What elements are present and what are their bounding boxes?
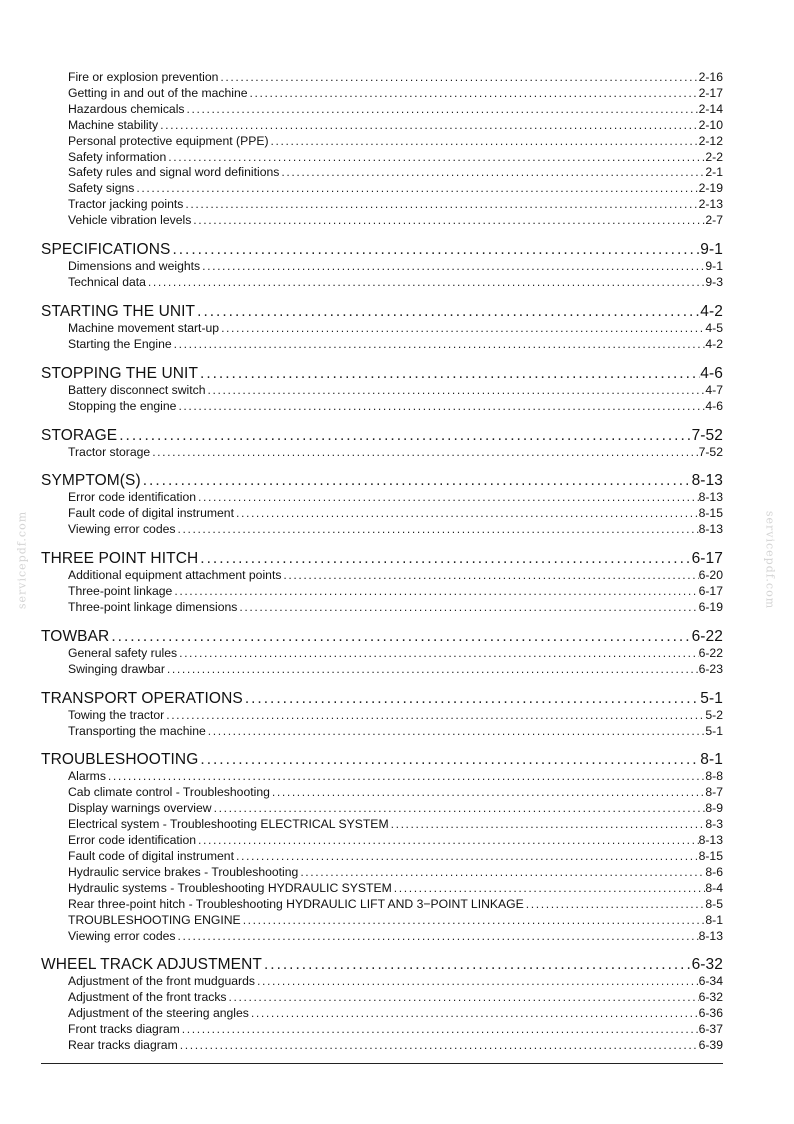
section-heading[interactable] (41, 751, 723, 769)
index-section (41, 550, 723, 616)
dot-leader (172, 584, 698, 600)
entry-page-ref: 2-16 (698, 70, 723, 84)
entry-page-ref: 8-7 (705, 785, 723, 800)
entry-label: Alarms (68, 769, 106, 784)
dot-leader (185, 102, 699, 118)
entry-page-ref: 6-20 (698, 568, 723, 583)
entry-label: Viewing error codes (68, 522, 176, 537)
entry-page-ref: 2-13 (698, 197, 723, 212)
dot-leader (109, 628, 691, 646)
dot-leader (219, 321, 705, 337)
entry-page-ref: 8-6 (705, 864, 723, 879)
entry-page-ref: 6-36 (698, 1006, 723, 1021)
entry-page-ref: 6-32 (698, 990, 723, 1005)
entry-page-ref: 2-12 (698, 133, 723, 148)
dot-leader (198, 550, 691, 568)
entry-page-ref: 8-13 (698, 833, 723, 848)
entry-page-ref: 8-13 (698, 522, 723, 537)
dot-leader (270, 785, 706, 801)
index-entry[interactable] (68, 817, 723, 833)
dot-leader (183, 197, 698, 213)
entry-page-ref: 7-52 (698, 444, 723, 459)
section-page-ref: 7-52 (691, 426, 723, 444)
entry-label: Electrical system - Troubleshooting ELECTRICAL SYSTEM (68, 817, 389, 832)
entry-label: Fire or explosion prevention (68, 70, 219, 84)
dot-leader (524, 897, 706, 913)
entry-page-ref: 8-8 (705, 769, 723, 784)
index-entry[interactable] (68, 990, 723, 1006)
entry-label: Battery disconnect switch (68, 382, 206, 397)
section-heading[interactable] (41, 303, 723, 321)
entry-label: Starting the Engine (68, 336, 172, 351)
index-entry[interactable] (68, 197, 723, 213)
entry-label: Fault code of digital instrument (68, 506, 234, 521)
entry-page-ref: 8-5 (705, 896, 723, 911)
index-entry[interactable] (68, 490, 723, 506)
section-title: STOPPING THE UNIT (41, 364, 199, 382)
dot-leader (269, 134, 699, 150)
entry-page-ref: 9-3 (705, 274, 723, 289)
dot-leader (165, 662, 699, 678)
entry-page-ref: 8-1 (705, 912, 723, 927)
index-entry[interactable] (68, 259, 723, 275)
index-entry[interactable] (68, 522, 723, 538)
dot-leader (389, 817, 706, 833)
index-entry[interactable] (68, 445, 723, 461)
section-page-ref: 4-6 (700, 364, 723, 382)
entry-page-ref: 6-17 (698, 584, 723, 599)
entry-page-ref: 8-13 (698, 490, 723, 505)
entry-page-ref: 8-15 (698, 849, 723, 863)
entry-label: Rear tracks diagram (68, 1038, 178, 1053)
dot-leader (141, 472, 692, 490)
entry-label: Personal protective equipment (PPE) (68, 133, 269, 148)
dot-leader (279, 165, 705, 181)
index-entry[interactable] (68, 150, 723, 166)
dot-leader (170, 241, 700, 259)
dot-leader (248, 86, 699, 102)
dot-leader (196, 490, 699, 506)
section-page-ref: 8-13 (691, 472, 723, 490)
dot-leader (176, 929, 699, 945)
dot-leader (298, 865, 705, 881)
entry-page-ref: 8-4 (705, 880, 723, 895)
dot-leader (150, 445, 698, 461)
index-section (41, 751, 723, 944)
entry-label: Hydraulic systems - Troubleshooting HYDRAULIC SYSTEM (68, 880, 392, 895)
entry-page-ref: 4-7 (705, 382, 723, 397)
entry-label: General safety rules (68, 645, 178, 660)
entry-page-ref: 2-19 (698, 181, 723, 196)
entry-page-ref: 2-2 (705, 149, 723, 164)
index-entry[interactable] (68, 213, 723, 229)
section-title: TRANSPORT OPERATIONS (41, 689, 243, 707)
entry-page-ref: 9-1 (705, 259, 723, 274)
dot-leader (198, 365, 700, 383)
entry-label: Display warnings overview (68, 801, 212, 816)
entry-page-ref: 8-13 (698, 928, 723, 943)
dot-leader (180, 1022, 699, 1038)
index-entry[interactable] (68, 118, 723, 134)
section-page-ref: 6-17 (691, 550, 723, 568)
dot-leader (176, 522, 699, 538)
entry-label: Vehicle vibration levels (68, 213, 192, 228)
section-title: THREE POINT HITCH (41, 550, 199, 568)
index-entry[interactable] (68, 801, 723, 817)
index-entry[interactable] (68, 708, 723, 724)
index-entry[interactable] (68, 181, 723, 197)
dot-leader (234, 849, 699, 865)
entry-label: Front tracks diagram (68, 1022, 180, 1037)
index-entry[interactable] (68, 913, 723, 929)
entry-page-ref: 6-34 (698, 974, 723, 989)
index-entry[interactable] (68, 584, 723, 600)
entry-page-ref: 4-2 (705, 336, 723, 351)
entry-page-ref: 5-2 (705, 707, 723, 722)
entry-label: Three-point linkage (68, 584, 173, 599)
entry-label: Machine stability (68, 117, 159, 132)
index-entry[interactable] (68, 1022, 723, 1038)
index-section (41, 241, 723, 291)
entry-label: Machine movement start-up (68, 320, 220, 335)
index-entry[interactable] (68, 881, 723, 897)
entry-label: Safety information (68, 149, 167, 164)
index-entry[interactable] (68, 506, 723, 522)
section-title: TROUBLESHOOTING (41, 751, 199, 769)
entry-label: Hydraulic service brakes - Troubleshooting (68, 864, 299, 879)
section-heading[interactable] (41, 956, 723, 974)
index-entry[interactable] (68, 849, 723, 865)
entry-label: Viewing error codes (68, 928, 176, 943)
section-page-ref: 9-1 (700, 241, 723, 259)
index-section (41, 956, 723, 1054)
watermark-left: servicepdf.com (15, 510, 29, 610)
entry-page-ref: 8-3 (705, 817, 723, 832)
index-section (41, 628, 723, 678)
index-page (41, 70, 723, 1054)
dot-leader (191, 213, 705, 229)
dot-leader (241, 913, 706, 929)
index-entry[interactable] (68, 383, 723, 399)
dot-leader (237, 600, 698, 616)
index-entry[interactable] (68, 833, 723, 849)
dot-leader (200, 259, 705, 275)
dot-leader (249, 1006, 699, 1022)
index-entry[interactable] (68, 929, 723, 945)
dot-leader (117, 427, 691, 445)
index-section (41, 303, 723, 353)
entry-label: Dimensions and weights (68, 259, 201, 274)
index-entry[interactable] (68, 86, 723, 102)
section-title: WHEEL TRACK ADJUSTMENT (41, 956, 262, 974)
index-entry[interactable] (68, 785, 723, 801)
section-page-ref: 5-1 (700, 689, 723, 707)
index-entry[interactable] (68, 974, 723, 990)
dot-leader (281, 568, 698, 584)
entry-label: Fault code of digital instrument (68, 849, 234, 863)
entry-label: Stopping the engine (68, 398, 177, 413)
entry-page-ref: 2-1 (705, 165, 723, 180)
entry-page-ref: 6-22 (698, 645, 723, 660)
dot-leader (166, 150, 705, 166)
section-page-ref: 4-2 (700, 302, 723, 320)
entry-label: Safety signs (68, 181, 135, 196)
dot-leader (164, 708, 705, 724)
dot-leader (158, 118, 699, 134)
dot-leader (195, 303, 700, 321)
dot-leader (196, 833, 699, 849)
section-heading[interactable] (41, 690, 723, 708)
index-entry[interactable] (68, 662, 723, 678)
entry-page-ref: 2-17 (698, 85, 723, 100)
dot-leader (177, 646, 699, 662)
entry-label: Technical data (68, 274, 146, 289)
index-entry[interactable] (68, 897, 723, 913)
dot-leader (178, 1038, 699, 1054)
index-entry[interactable] (68, 70, 723, 86)
dot-leader (212, 801, 706, 817)
entry-label: Towing the tractor (68, 707, 165, 722)
entry-label: Rear three-point hitch - Troubleshooting HYDRAULIC LIFT AND 3−POINT LINKAGE (68, 896, 524, 911)
index-section (41, 365, 723, 415)
index-entry[interactable] (68, 102, 723, 118)
dot-leader (146, 275, 705, 291)
section-page-ref: 8-1 (700, 751, 723, 769)
dot-leader (243, 690, 700, 708)
dot-leader (227, 990, 699, 1006)
footer-rule (41, 1063, 723, 1064)
dot-leader (255, 974, 699, 990)
section-heading[interactable] (41, 550, 723, 568)
section-page-ref: 6-32 (691, 956, 723, 974)
section-heading[interactable] (41, 427, 723, 445)
index-entry[interactable] (68, 165, 723, 181)
dot-leader (134, 181, 698, 197)
index-entry[interactable] (68, 1038, 723, 1054)
index-entry[interactable] (68, 646, 723, 662)
entry-label: Error code identification (68, 490, 197, 505)
entry-page-ref: 6-39 (698, 1038, 723, 1053)
index-entry[interactable] (68, 769, 723, 785)
index-entry[interactable] (68, 275, 723, 291)
dot-leader (206, 383, 706, 399)
entry-page-ref: 8-9 (705, 801, 723, 816)
dot-leader (234, 506, 699, 522)
index-entry[interactable] (68, 399, 723, 415)
section-heading[interactable] (41, 365, 723, 383)
index-section (41, 690, 723, 740)
dot-leader (218, 70, 698, 86)
section-title: STORAGE (41, 426, 118, 444)
section-heading[interactable] (41, 472, 723, 490)
dot-leader (262, 956, 692, 974)
section-heading[interactable] (41, 241, 723, 259)
entry-label: Swinging drawbar (68, 661, 165, 676)
index-section (41, 472, 723, 538)
entry-label: Safety rules and signal word definitions (68, 165, 280, 180)
section-heading[interactable] (41, 628, 723, 646)
entry-label: Three-point linkage dimensions (68, 599, 238, 614)
index-section (41, 427, 723, 461)
entry-label: Tractor jacking points (68, 197, 184, 212)
entry-label: Cab climate control - Troubleshooting (68, 785, 270, 800)
section-title: TOWBAR (41, 627, 110, 645)
dot-leader (172, 337, 706, 353)
index-entry[interactable] (68, 134, 723, 150)
entry-label: Error code identification (68, 833, 197, 848)
index-entry[interactable] (68, 724, 723, 740)
dot-leader (206, 724, 706, 740)
index-entry[interactable] (68, 337, 723, 353)
index-section (41, 70, 723, 229)
section-page-ref: 6-22 (691, 627, 723, 645)
entry-page-ref: 8-15 (698, 506, 723, 521)
entry-page-ref: 6-19 (698, 599, 723, 614)
entry-label: Adjustment of the front mudguards (68, 974, 255, 989)
entry-label: TROUBLESHOOTING ENGINE (68, 912, 241, 927)
entry-label: Getting in and out of the machine (68, 85, 248, 100)
entry-label: Transporting the machine (68, 723, 206, 738)
dot-leader (198, 751, 700, 769)
section-title: SYMPTOM(S) (41, 472, 141, 490)
entry-label: Adjustment of the steering angles (68, 1006, 249, 1021)
entry-page-ref: 4-5 (705, 320, 723, 335)
entry-page-ref: 5-1 (705, 723, 723, 738)
index-entry[interactable] (68, 568, 723, 584)
entry-page-ref: 6-23 (698, 661, 723, 676)
index-entry[interactable] (68, 865, 723, 881)
index-entry[interactable] (68, 321, 723, 337)
entry-label: Tractor storage (68, 444, 151, 459)
entry-label: Hazardous chemicals (68, 101, 185, 116)
entry-page-ref: 4-6 (705, 398, 723, 413)
section-title: STARTING THE UNIT (41, 302, 196, 320)
entry-page-ref: 2-7 (705, 213, 723, 228)
entry-page-ref: 2-14 (698, 101, 723, 116)
index-entry[interactable] (68, 1006, 723, 1022)
entry-label: Additional equipment attachment points (68, 568, 282, 583)
entry-page-ref: 6-37 (698, 1022, 723, 1037)
dot-leader (106, 769, 705, 785)
entry-label: Adjustment of the front tracks (68, 990, 227, 1005)
watermark-right: servicepdf.com (763, 510, 777, 610)
section-title: SPECIFICATIONS (41, 241, 171, 259)
dot-leader (176, 399, 705, 415)
entry-page-ref: 2-10 (698, 117, 723, 132)
dot-leader (392, 881, 706, 897)
index-entry[interactable] (68, 600, 723, 616)
index-list (41, 70, 723, 1054)
